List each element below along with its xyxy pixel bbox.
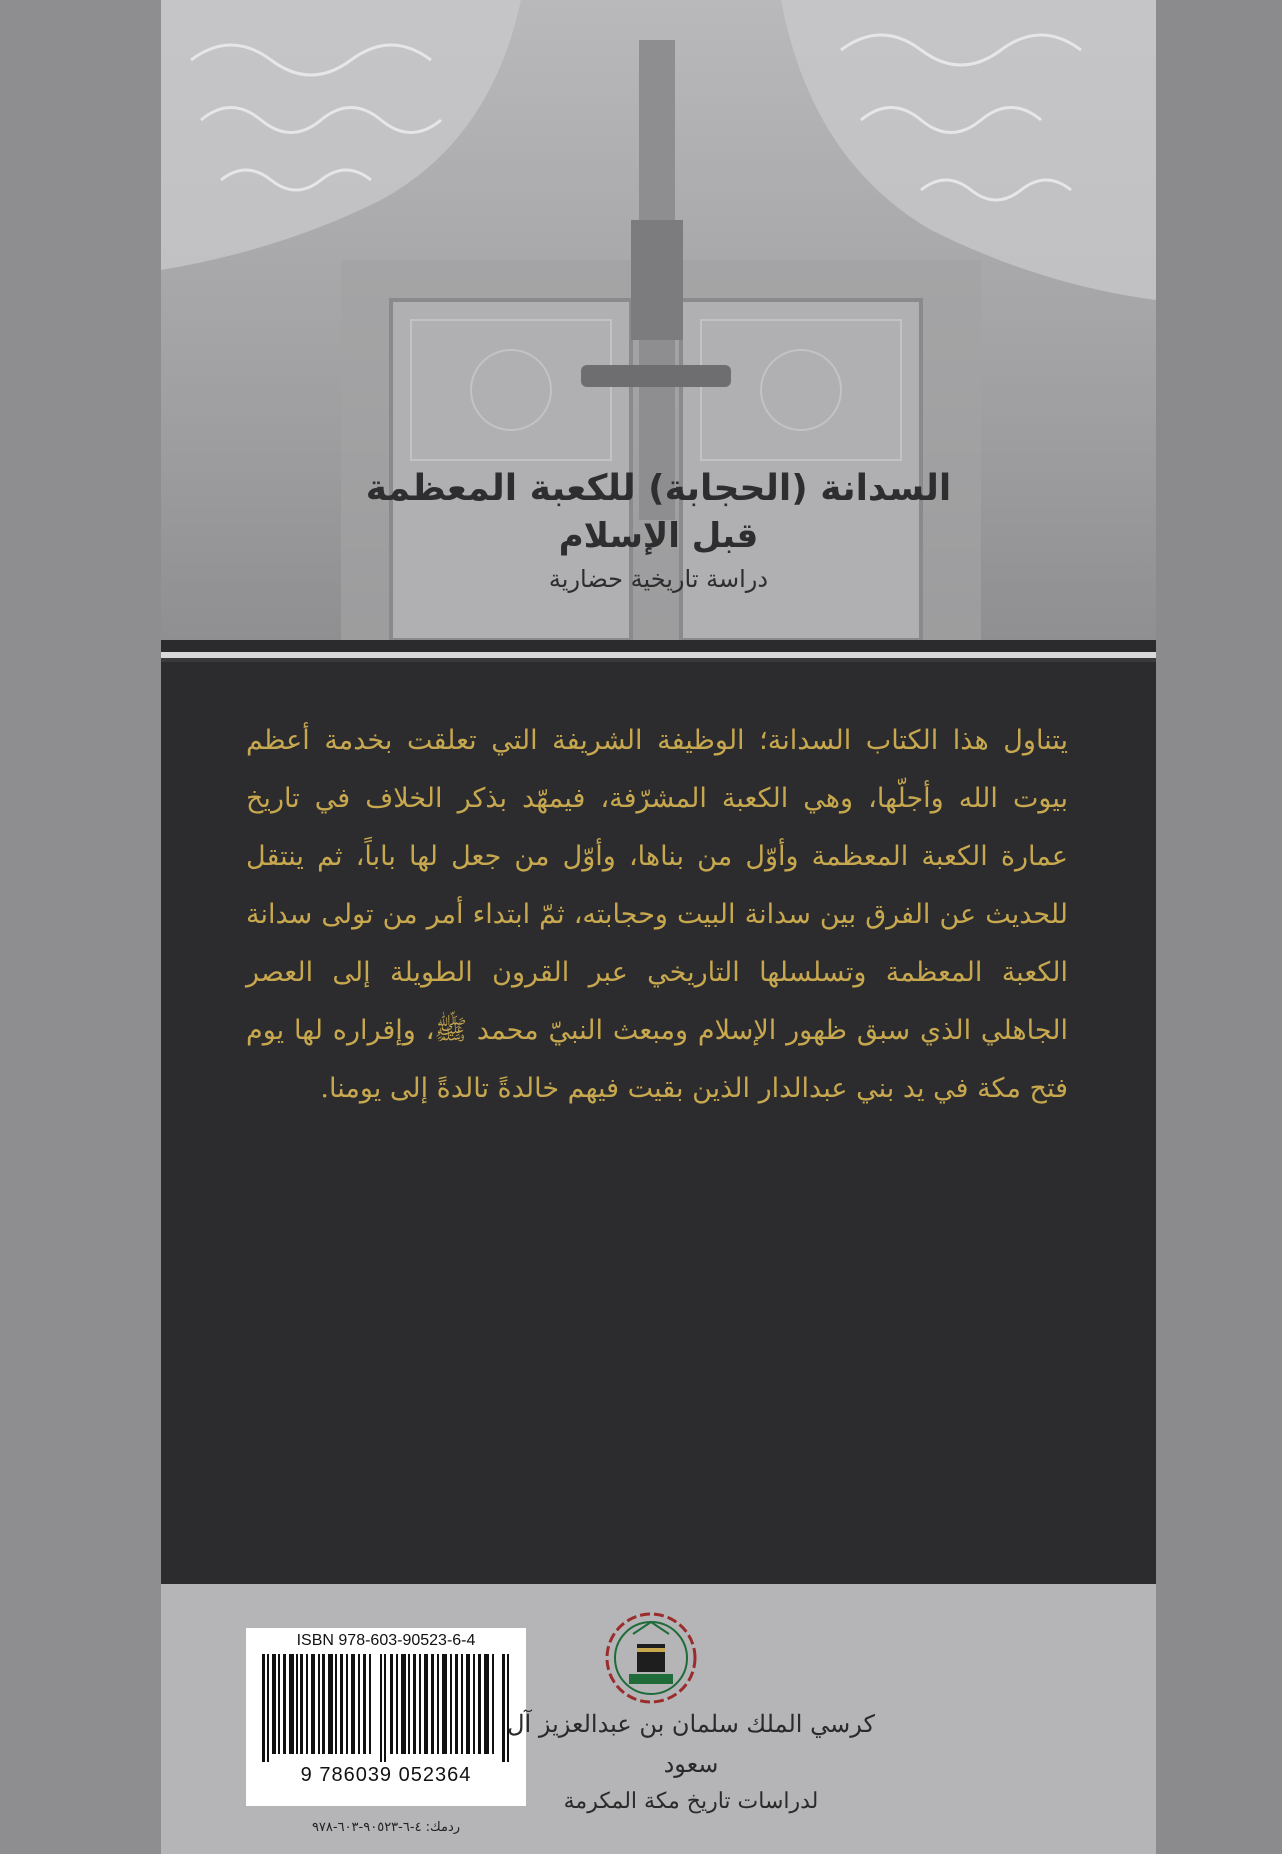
book-back-cover	[161, 0, 1156, 1854]
book-blurb: يتناول هذا الكتاب السدانة؛ الوظيفة الشريفة التي تعلقت بخدمة أعظم بيوت الله وأجلّها، وهي الكعبة المشرّفة، فيمهّد بذكر الخلاف في تاريخ عمارة الكعبة المعظمة وأوّل من بناها، وأوّل من جعل لها باباً، ثم ينتقل للحديث عن الفرق بين سدانة البيت وحجابته، ثمّ ابتداء أمر من تولى سدانة الكعبة المعظمة وتسلسلها التاريخي عبر القرون الطويلة إلى العصر الجاهلي الذي سبق ظهور الإسلام ومبعث النبيّ محمد ﷺ، وإقراره لها يوم فتح مكة في يد بني عبدالدار الذين بقيت فيهم خالدةً تالدةً إلى يومنا.	[246, 725, 1068, 1104]
blurb-panel	[161, 662, 1156, 1584]
book-subtitle: دراسة تاريخية حضارية	[548, 565, 769, 593]
bottom-panel	[161, 1584, 1156, 1854]
background-edge	[1156, 0, 1282, 1854]
publisher-name	[481, 1704, 901, 1820]
radmk-label: ردمك: ٤-٦-٩٠٥٢٣-٦٠٣-٩٧٨	[311, 1820, 461, 1835]
title-block	[161, 465, 1156, 599]
book-title-line2: قبل الإسلام	[558, 516, 759, 556]
divider-stripe	[161, 640, 1156, 652]
chair-logo-icon	[581, 1608, 721, 1708]
publisher-line2: لدراسات تاريخ مكة المكرمة	[563, 1789, 819, 1814]
barcode-icon	[262, 1654, 510, 1762]
ean-digits: 9 786039 052364	[300, 1764, 472, 1786]
book-title: السدانة (الحجابة) للكعبة المعظمة	[365, 468, 952, 509]
publisher-line1: كرسي الملك سلمان بن عبدالعزيز آل سعود	[507, 1710, 875, 1778]
kaaba-door-photo	[161, 0, 1156, 640]
isbn-label: ISBN 978-603-90523-6-4	[296, 1632, 476, 1649]
